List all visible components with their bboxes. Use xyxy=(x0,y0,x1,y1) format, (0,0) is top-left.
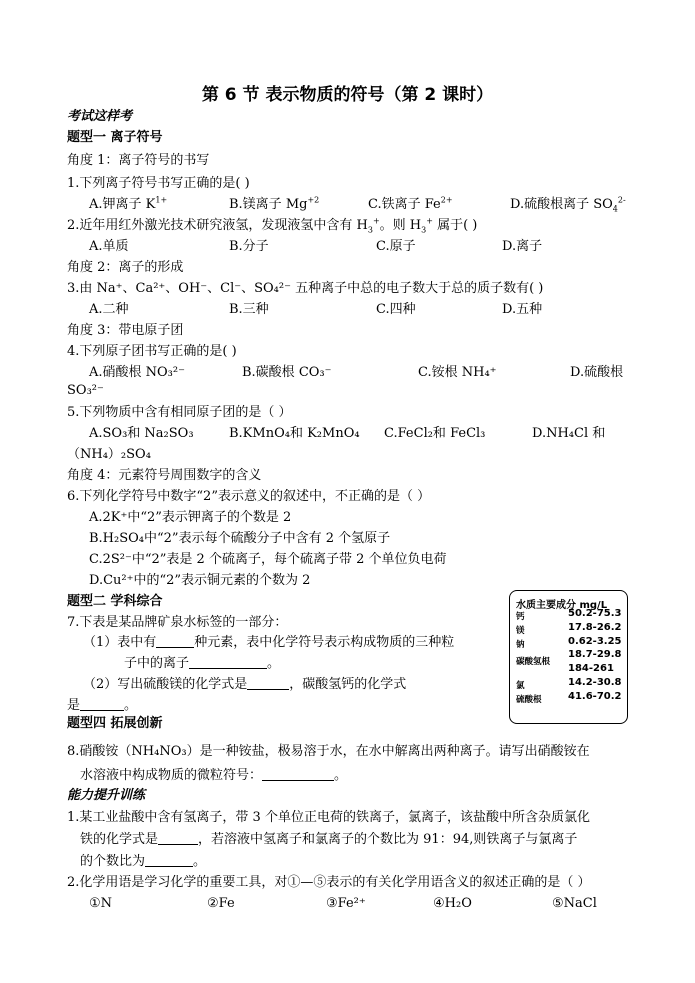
water-label-value: 14.2-30.8 xyxy=(568,677,622,688)
option-b: B.碳酸根 CO₃⁻ xyxy=(242,365,332,380)
answer-blank[interactable] xyxy=(158,832,198,845)
water-label-name: 镁 xyxy=(516,626,525,636)
option-a: A.钾离子 $K^{1+}$ xyxy=(89,195,168,212)
option-b: B.H₂SO₄中“2”表示每个硫酸分子中含有 2 个氢原子 xyxy=(89,531,391,546)
angle-heading: 角度 4：元素符号周围数字的含义 xyxy=(67,468,262,483)
option-c: C.FeCl₂和 FeCl₃ xyxy=(384,426,486,441)
water-label-box xyxy=(509,590,628,724)
water-label-name: 氯 xyxy=(516,681,525,691)
question-7: 7.下表是某品牌矿泉水标签的一部分： xyxy=(67,615,288,630)
water-label-name: 碳酸氢根 xyxy=(516,657,551,667)
question-7-part-1: （1）表中有 种元素，表中化学符号表示构成物质的三种粒 xyxy=(83,635,455,650)
option-b: B.KMnO₄和 K₂MnO₄ xyxy=(229,426,360,441)
page-title: 第 6 节 表示物质的符号（第 2 课时） xyxy=(201,85,494,105)
question-7-part-2: （2）写出硫酸镁的化学式是 ，碳酸氢钙的化学式 xyxy=(83,677,407,692)
answer-blank[interactable] xyxy=(80,698,124,711)
question-3: 3.由 Na⁺、Ca²⁺、OH⁻、Cl⁻、SO₄²⁻ 五种离子中总的电子数大于总的质子数有( ) xyxy=(67,281,544,296)
option-d: D.五种 xyxy=(502,302,543,317)
angle-heading: 角度 1：离子符号的书写 xyxy=(67,153,210,168)
answer-blank[interactable] xyxy=(247,677,289,690)
question-1: 1.下列离子符号书写正确的是( ) xyxy=(67,176,250,191)
option-d-continued: （NH₄）₂SO₄ xyxy=(67,447,151,462)
answer-blank[interactable] xyxy=(156,635,194,648)
practice-2: 2.化学用语是学习化学的重要工具，对①—⑤表示的有关化学用语含义的叙述正确的是（ ） xyxy=(67,875,591,890)
option-d: D.硫酸根 xyxy=(570,365,624,380)
option-d-continued: SO₃²⁻ xyxy=(67,383,104,398)
practice-1-cont: 铁的化学式是 ，若溶液中氢离子和氯离子的个数比为 91：94,则铁离子与氯离子 xyxy=(80,832,578,847)
water-label-value: 184-261 xyxy=(568,663,614,674)
water-label-header: 水质主要成分 mg/L xyxy=(516,600,608,611)
answer-blank[interactable] xyxy=(145,854,193,867)
question-5: 5.下列物质中含有相同原子团的是（ ） xyxy=(67,405,292,420)
section-heading: 能力提升训练 xyxy=(67,788,146,803)
option-c: C.四种 xyxy=(376,302,416,317)
question-7-part-1-cont: 子中的离子 。 xyxy=(124,656,281,671)
water-label-name: 钠 xyxy=(516,640,525,650)
question-7-part-2-cont: 是 。 xyxy=(67,698,138,713)
practice-1: 1.某工业盐酸中含有氢离子，带 3 个单位正电荷的铁离子，氯离子，该盐酸中所含杂质氯化 xyxy=(67,810,590,825)
answer-blank[interactable] xyxy=(189,656,267,669)
type-heading: 题型二 学科综合 xyxy=(67,594,163,609)
option-a: A.SO₃和 Na₂SO₃ xyxy=(89,426,194,441)
practice-1-cont: 的个数比为 。 xyxy=(80,854,207,869)
option-a: A.硝酸根 NO₃²⁻ xyxy=(89,365,185,380)
option-b: B.三种 xyxy=(229,302,269,317)
option-b: B.镁离子 $Mg^{+2}$ xyxy=(229,195,320,212)
option-d: D.硫酸根离子 $SO_4^{2-}$ xyxy=(510,195,626,214)
option-d: D.离子 xyxy=(502,239,543,254)
answer-blank[interactable] xyxy=(262,768,334,781)
option-c: C.铁离子 $Fe^{2+}$ xyxy=(368,195,453,212)
symbol-5: ⑤NaCl xyxy=(552,896,597,911)
question-6: 6.下列化学符号中数字“2”表示意义的叙述中，不正确的是（ ） xyxy=(67,489,431,504)
water-label-value: 18.7-29.8 xyxy=(568,649,622,660)
option-c: C.2S²⁻中“2”表是 2 个硫离子，每个硫离子带 2 个单位负电荷 xyxy=(89,552,447,567)
symbol-3: ③Fe²⁺ xyxy=(326,896,366,911)
option-a: A.单质 xyxy=(89,239,129,254)
option-d: D.Cu²⁺中的“2”表示铜元素的个数为 2 xyxy=(89,573,311,588)
option-a: A.二种 xyxy=(89,302,129,317)
option-a: A.2K⁺中“2”表示钾离子的个数是 2 xyxy=(89,510,292,525)
angle-heading: 角度 2：离子的形成 xyxy=(67,260,184,275)
option-c: C.铵根 NH₄⁺ xyxy=(418,365,497,380)
water-label-value: 50.2-75.3 xyxy=(568,608,622,619)
symbol-2: ②Fe xyxy=(207,896,235,911)
question-8-cont: 水溶液中构成物质的微粒符号： 。 xyxy=(80,768,348,783)
water-label-value: 41.6-70.2 xyxy=(568,691,622,702)
water-label-value: 0.62-3.25 xyxy=(568,636,622,647)
option-c: C.原子 xyxy=(376,239,416,254)
option-b: B.分子 xyxy=(229,239,269,254)
question-8: 8.硝酸铵（NH₄NO₃）是一种铵盐，极易溶于水，在水中解离出两种离子。请写出硝酸铵在 xyxy=(67,744,590,759)
type-heading: 题型一 离子符号 xyxy=(67,130,163,145)
water-label-value: 17.8-26.2 xyxy=(568,622,622,633)
section-heading: 考试这样考 xyxy=(67,109,133,124)
water-label-name: 钙 xyxy=(516,612,525,622)
symbol-1: ①N xyxy=(89,896,113,911)
question-4: 4.下列原子团书写正确的是( ) xyxy=(67,344,237,359)
question-2: 2.近年用红外激光技术研究液氢，发现液氢中含有 $H_3^+$。则 $H_3^+$ 属于( ) xyxy=(67,216,478,235)
option-d: D.NH₄Cl 和 xyxy=(532,426,606,441)
water-label-name: 硫酸根 xyxy=(516,695,542,705)
type-heading: 题型四 拓展创新 xyxy=(67,716,163,731)
symbol-4: ④H₂O xyxy=(433,896,472,911)
angle-heading: 角度 3：带电原子团 xyxy=(67,323,184,338)
